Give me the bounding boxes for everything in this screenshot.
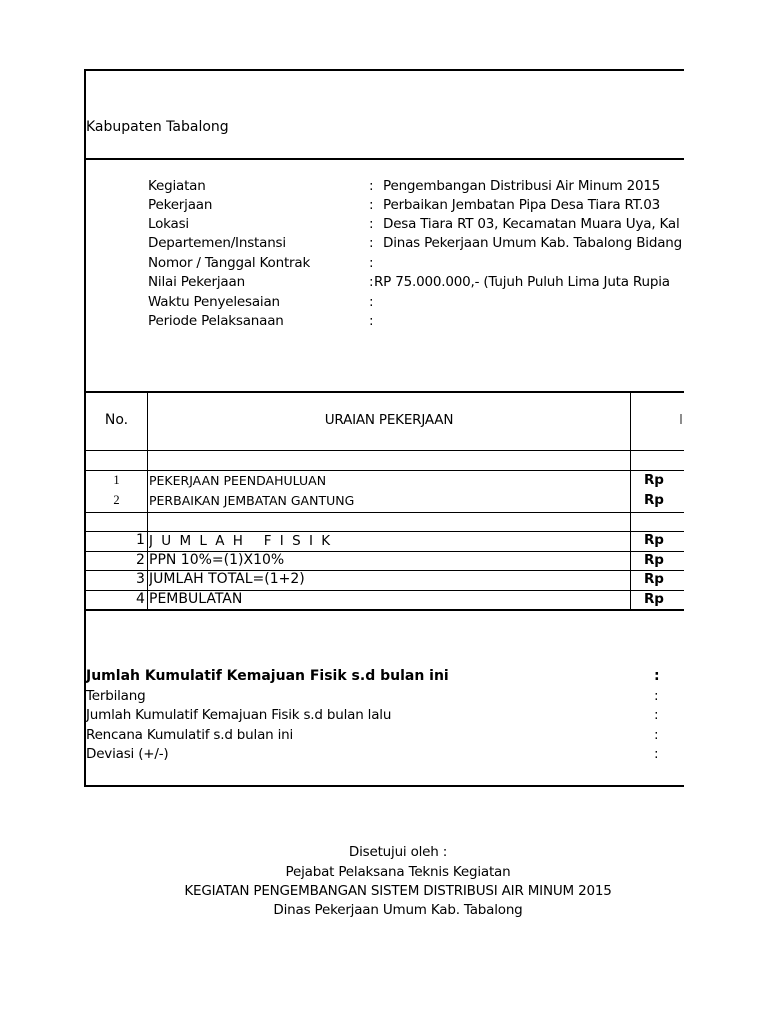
table-header-uraian: URAIAN PEKERJAAN <box>324 412 454 428</box>
info-value-departemen: Dinas Pekerjaan Umum Kab. Tabalong Bidang <box>383 235 683 251</box>
total-rp: Rp <box>644 591 664 607</box>
info-colon: : <box>369 197 374 213</box>
info-colon: : <box>369 255 374 271</box>
frame-top-border <box>84 69 684 71</box>
total-rp: Rp <box>644 571 664 587</box>
info-label-periode: Periode Pelaksanaan <box>148 313 284 329</box>
info-label-departemen: Departemen/Instansi <box>148 235 286 251</box>
info-label-kegiatan: Kegiatan <box>148 178 206 194</box>
total-no: 1 <box>136 532 145 548</box>
header-divider <box>84 158 684 160</box>
info-value-nilai: RP 75.000.000,- (Tujuh Puluh Lima Juta Rupia <box>374 274 670 290</box>
info-colon: : <box>369 178 374 194</box>
info-label-nilai: Nilai Pekerjaan <box>148 274 245 290</box>
total-label: PPN 10%=(1)X10% <box>149 552 285 568</box>
row-rp: Rp <box>644 472 664 488</box>
info-label-lokasi: Lokasi <box>148 216 189 232</box>
total-label: PEMBULATAN <box>149 591 243 607</box>
info-colon: : <box>369 294 374 310</box>
info-colon: : <box>369 274 374 290</box>
summary-label-deviasi: Deviasi (+/-) <box>86 746 169 762</box>
info-value-pekerjaan: Perbaikan Jembatan Pipa Desa Tiara RT.03 <box>383 197 661 213</box>
info-label-waktu: Waktu Penyelesaian <box>148 294 280 310</box>
total-no: 3 <box>136 571 145 587</box>
table-col-divider <box>630 391 631 609</box>
summary-label-rencana: Rencana Kumulatif s.d bulan ini <box>86 727 294 743</box>
total-label: J U M L A H F I S I K <box>149 533 333 549</box>
page-title: Kabupaten Tabalong <box>86 119 229 135</box>
row-uraian: PEKERJAAN PEENDAHULUAN <box>149 473 327 488</box>
total-label: JUMLAH TOTAL=(1+2) <box>149 571 305 587</box>
table-header-no: No. <box>104 412 129 428</box>
total-rp: Rp <box>644 552 664 568</box>
table-top-border <box>84 391 684 393</box>
table-gridline <box>84 531 684 532</box>
approval-line: Pejabat Pelaksana Teknis Kegiatan <box>285 864 511 880</box>
info-value-lokasi: Desa Tiara RT 03, Kecamatan Muara Uya, Kal <box>383 216 680 232</box>
summary-label-terbilang: Terbilang <box>86 688 146 704</box>
info-value-kegiatan: Pengembangan Distribusi Air Minum 2015 <box>383 178 661 194</box>
frame-bottom-border <box>84 785 684 787</box>
table-header-cut: I <box>679 412 683 428</box>
row-no: 1 <box>113 473 120 487</box>
summary-colon: : <box>654 746 659 762</box>
approval-line: KEGIATAN PENGEMBANGAN SISTEM DISTRIBUSI AIR MINUM 2015 <box>184 883 612 899</box>
row-no: 2 <box>113 493 120 507</box>
info-colon: : <box>369 235 374 251</box>
table-bottom-border <box>84 609 684 611</box>
approval-line: Disetujui oleh : <box>348 844 448 860</box>
summary-label-kumulatif: Jumlah Kumulatif Kemajuan Fisik s.d bulan ini <box>86 668 449 684</box>
summary-colon: : <box>654 668 660 684</box>
info-colon: : <box>369 216 374 232</box>
table-gridline <box>84 512 684 513</box>
total-rp: Rp <box>644 532 664 548</box>
row-rp: Rp <box>644 492 664 508</box>
row-uraian: PERBAIKAN JEMBATAN GANTUNG <box>149 493 355 508</box>
summary-colon: : <box>654 707 659 723</box>
summary-label-bulan-lalu: Jumlah Kumulatif Kemajuan Fisik s.d bulan lalu <box>86 707 392 723</box>
table-header-bottom <box>84 450 684 451</box>
summary-colon: : <box>654 688 659 704</box>
info-label-kontrak: Nomor / Tanggal Kontrak <box>148 255 311 271</box>
summary-colon: : <box>654 727 659 743</box>
total-no: 4 <box>136 591 145 607</box>
approval-line: Dinas Pekerjaan Umum Kab. Tabalong <box>273 902 523 918</box>
info-colon: : <box>369 313 374 329</box>
table-gridline <box>84 470 684 471</box>
total-no: 2 <box>136 552 145 568</box>
info-label-pekerjaan: Pekerjaan <box>148 197 213 213</box>
